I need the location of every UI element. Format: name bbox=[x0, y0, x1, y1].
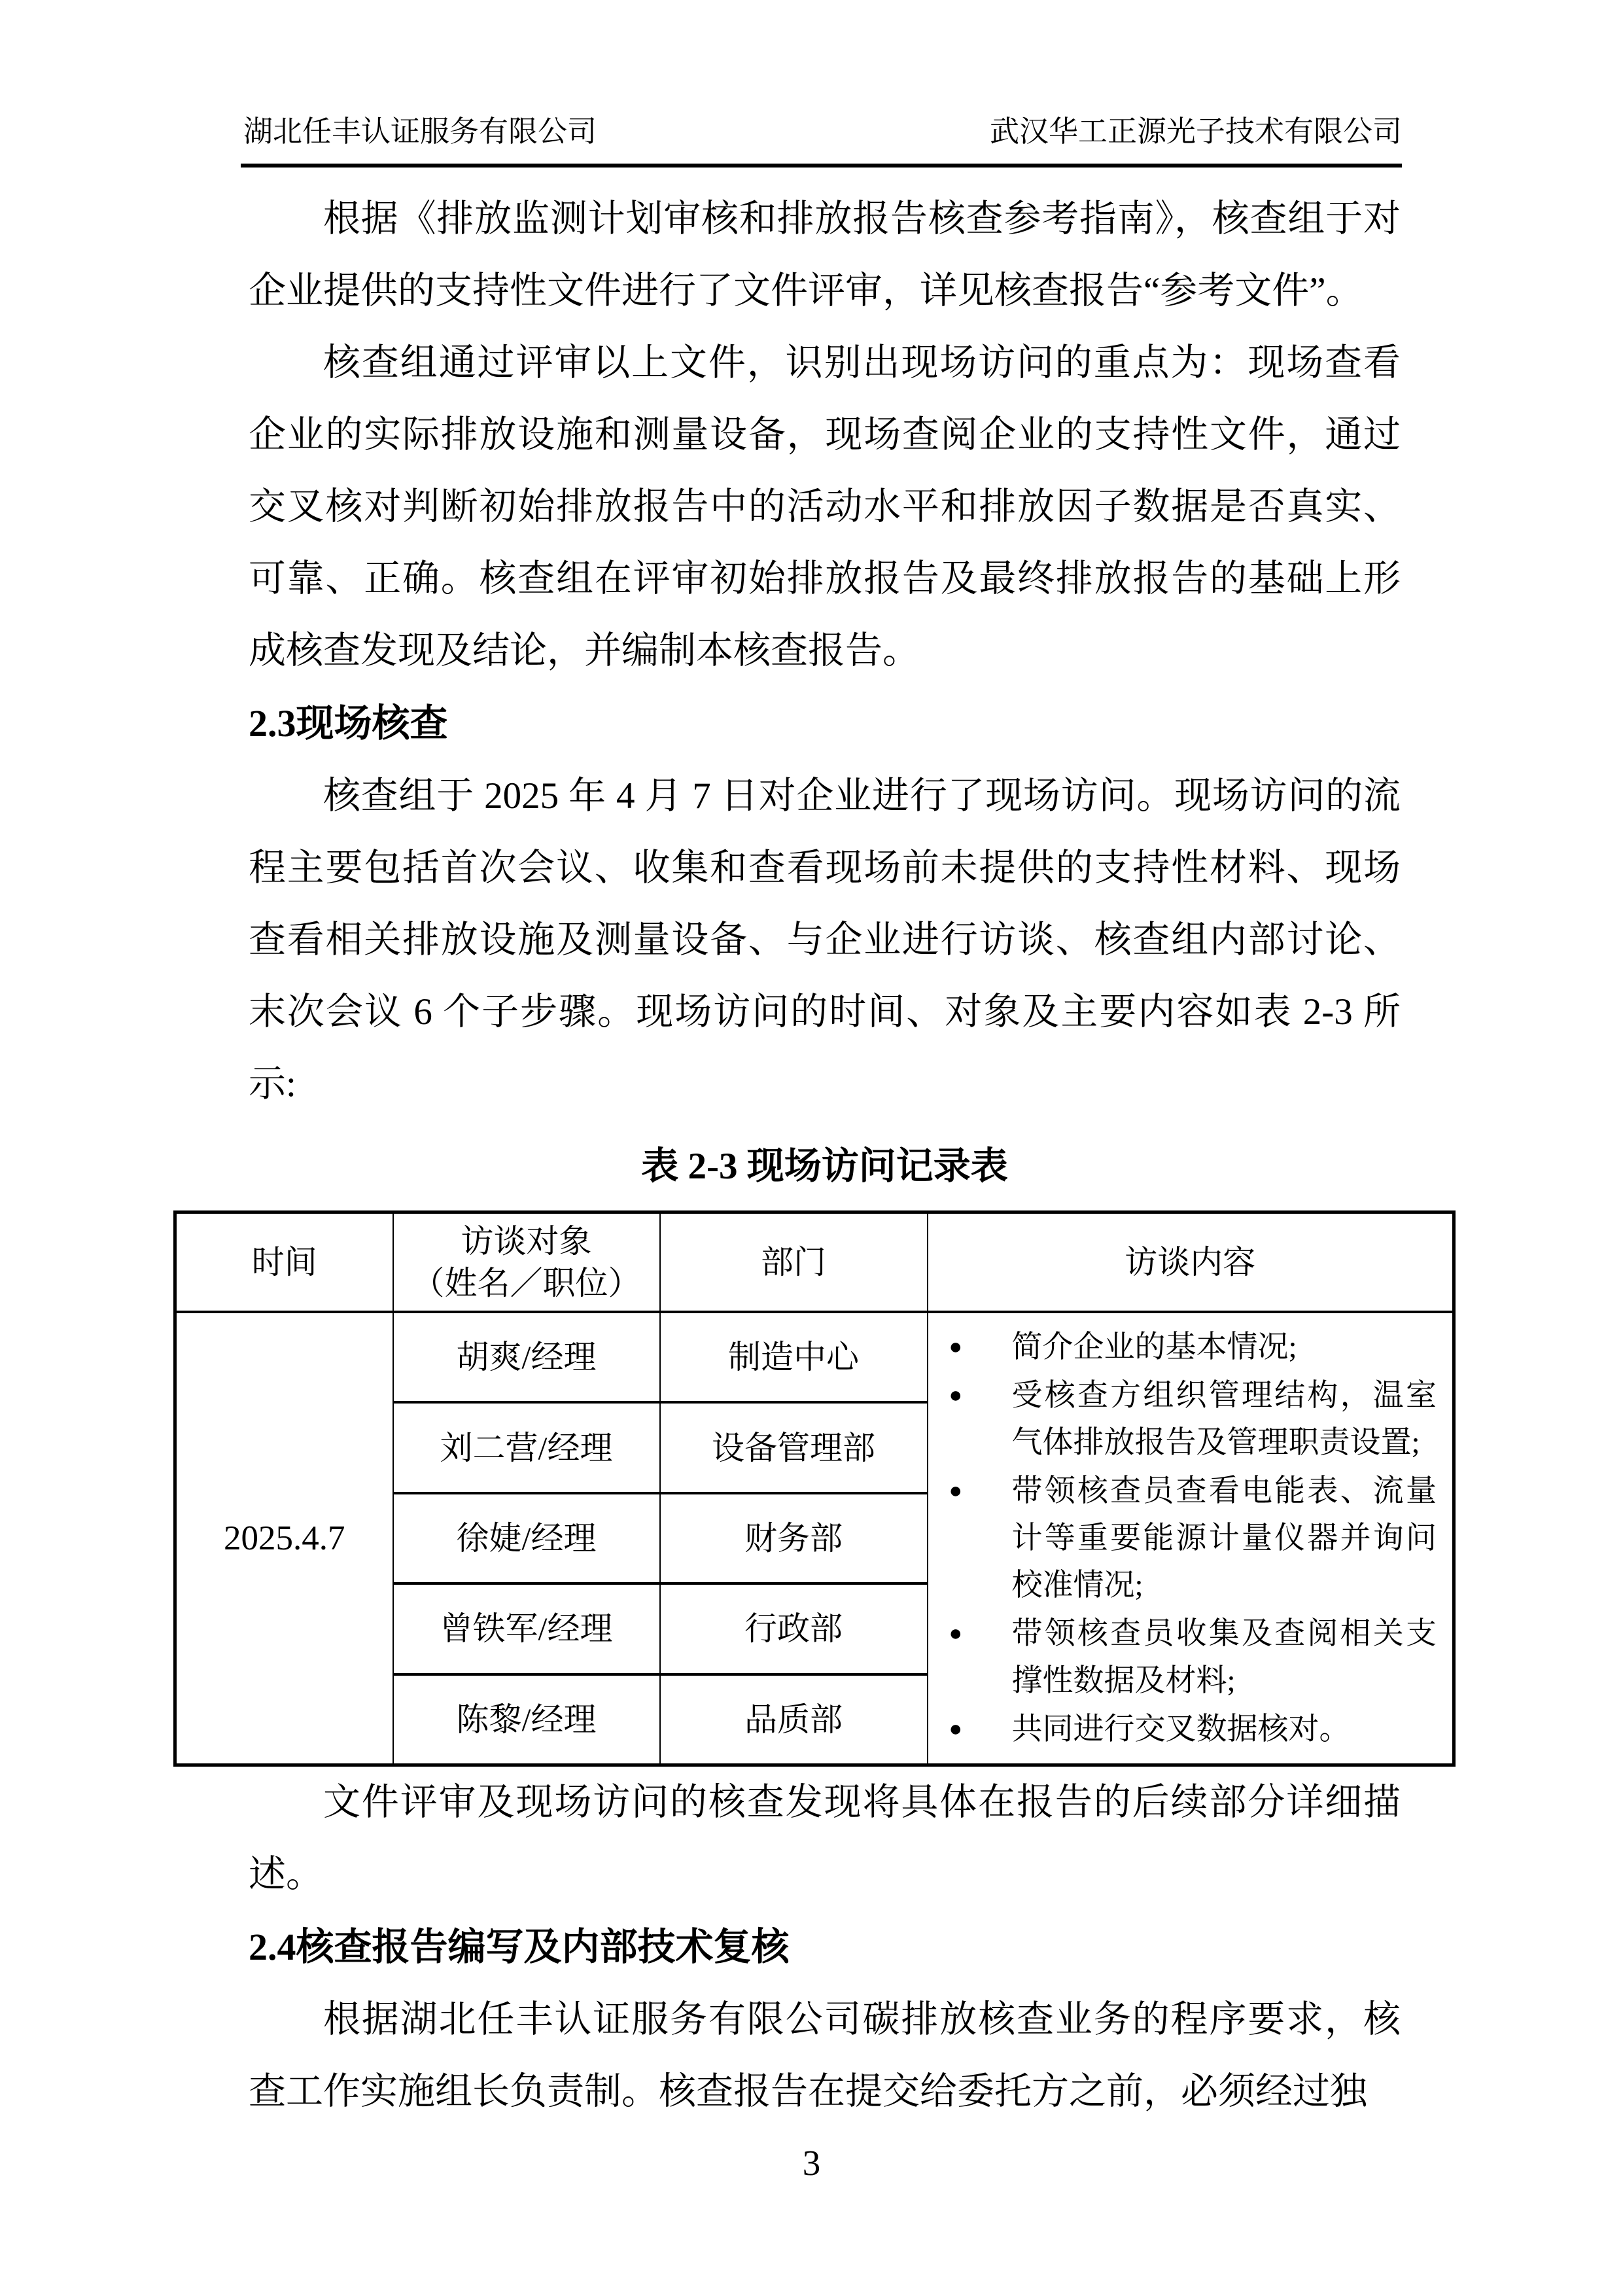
paragraph-review-focus: 核查组通过评审以上文件，识别出现场访问的重点为：现场查看企业的实际排放设施和测量设备，现场查阅企业的支持性文件，通过交叉核对判断初始排放报告中的活动水平和排放因子数据是否真实、可靠、正确。核查组在评审初始排放报告及最终排放报告的基础上形成核查发现及结论，并编制本核查报告。 bbox=[249, 342, 1401, 671]
col-header-time: 时间 bbox=[175, 1212, 393, 1313]
bullet-item bbox=[940, 1468, 1437, 1609]
header-left-company: 湖北任丰认证服务有限公司 bbox=[243, 115, 597, 148]
bullet-text: 带领核查员查看电能表、流量计等重要能源计量仪器并询问校准情况; bbox=[1011, 1474, 1437, 1602]
bullet-text: 共同进行交叉数据核对。 bbox=[1011, 1712, 1350, 1746]
bullet-dot-icon: ● bbox=[949, 1335, 963, 1359]
bullet-text: 带领核查员收集及查阅相关支撑性数据及材料; bbox=[1011, 1617, 1437, 1698]
table-header-row bbox=[175, 1212, 1454, 1313]
interview-content-cell bbox=[928, 1312, 1454, 1765]
header-rule bbox=[241, 164, 1402, 168]
visit-record-table bbox=[173, 1210, 1456, 1767]
department-cell: 制造中心 bbox=[660, 1312, 928, 1402]
paragraph-report-writing: 根据湖北任丰认证服务有限公司碳排放核查业务的程序要求，核查工作实施组长负责制。核查报告在提交给委托方之前，必须经过独 bbox=[249, 1999, 1401, 2112]
bullet-text: 受核查方组织管理结构，温室气体排放报告及管理职责设置; bbox=[1011, 1379, 1437, 1460]
bullet-dot-icon: ● bbox=[949, 1621, 963, 1646]
col-header-interviewee-line1: 访谈对象 bbox=[461, 1223, 592, 1260]
running-header bbox=[243, 113, 1402, 150]
department-cell: 设备管理部 bbox=[660, 1402, 928, 1492]
bullet-text: 简介企业的基本情况; bbox=[1011, 1330, 1297, 1364]
bullet-dot-icon: ● bbox=[949, 1383, 963, 1407]
department-cell: 财务部 bbox=[660, 1493, 928, 1583]
table-title: 表 2-3 现场访问记录表 bbox=[641, 1146, 1008, 1187]
bullet-item bbox=[940, 1610, 1437, 1704]
paragraph-site-visit: 核查组于 2025 年 4 月 7 日对企业进行了现场访问。现场访问的流程主要包括首次会议、收集和查看现场前未提供的支持性材料、现场查看相关排放设施及测量设备、与企业进行访谈、核查组内部讨论、末次会议 6 个子步骤。现场访问的时间、对象及主要内容如表 2-3 所示: bbox=[249, 775, 1401, 1104]
col-header-interviewee-line2: （姓名／职位） bbox=[411, 1265, 641, 1301]
interviewee-cell: 曾铁军/经理 bbox=[393, 1583, 660, 1674]
bullet-item bbox=[940, 1706, 1437, 1753]
department-cell: 品质部 bbox=[660, 1674, 928, 1765]
paragraph-findings-note: 文件评审及现场访问的核查发现将具体在报告的后续部分详细描述。 bbox=[249, 1782, 1401, 1895]
bullet-item bbox=[940, 1372, 1437, 1466]
header-right-company: 武汉华工正源光子技术有限公司 bbox=[989, 115, 1402, 148]
bullet-item bbox=[940, 1324, 1437, 1371]
paragraph-document-review: 根据《排放监测计划审核和排放报告核查参考指南》，核查组于对企业提供的支持性文件进行了文件评审，详见核查报告“参考文件”。 bbox=[249, 198, 1401, 311]
interviewee-cell: 陈黎/经理 bbox=[393, 1674, 660, 1765]
section-heading-2-3: 2.3现场核查 bbox=[249, 702, 448, 745]
interviewee-cell: 刘二营/经理 bbox=[393, 1402, 660, 1492]
visit-date-cell: 2025.4.7 bbox=[175, 1312, 393, 1765]
col-header-interviewee bbox=[393, 1212, 660, 1313]
interviewee-cell: 胡爽/经理 bbox=[393, 1312, 660, 1402]
section-heading-2-4: 2.4核查报告编写及内部技术复核 bbox=[249, 1926, 790, 1968]
col-header-department: 部门 bbox=[660, 1212, 928, 1313]
bullet-dot-icon: ● bbox=[949, 1717, 963, 1741]
interviewee-cell: 徐婕/经理 bbox=[393, 1493, 660, 1583]
table-row bbox=[175, 1312, 1454, 1402]
department-cell: 行政部 bbox=[660, 1583, 928, 1674]
page-number: 3 bbox=[802, 2143, 821, 2183]
bullet-dot-icon: ● bbox=[949, 1479, 963, 1503]
col-header-content: 访谈内容 bbox=[928, 1212, 1454, 1313]
page-content bbox=[224, 183, 1437, 2128]
